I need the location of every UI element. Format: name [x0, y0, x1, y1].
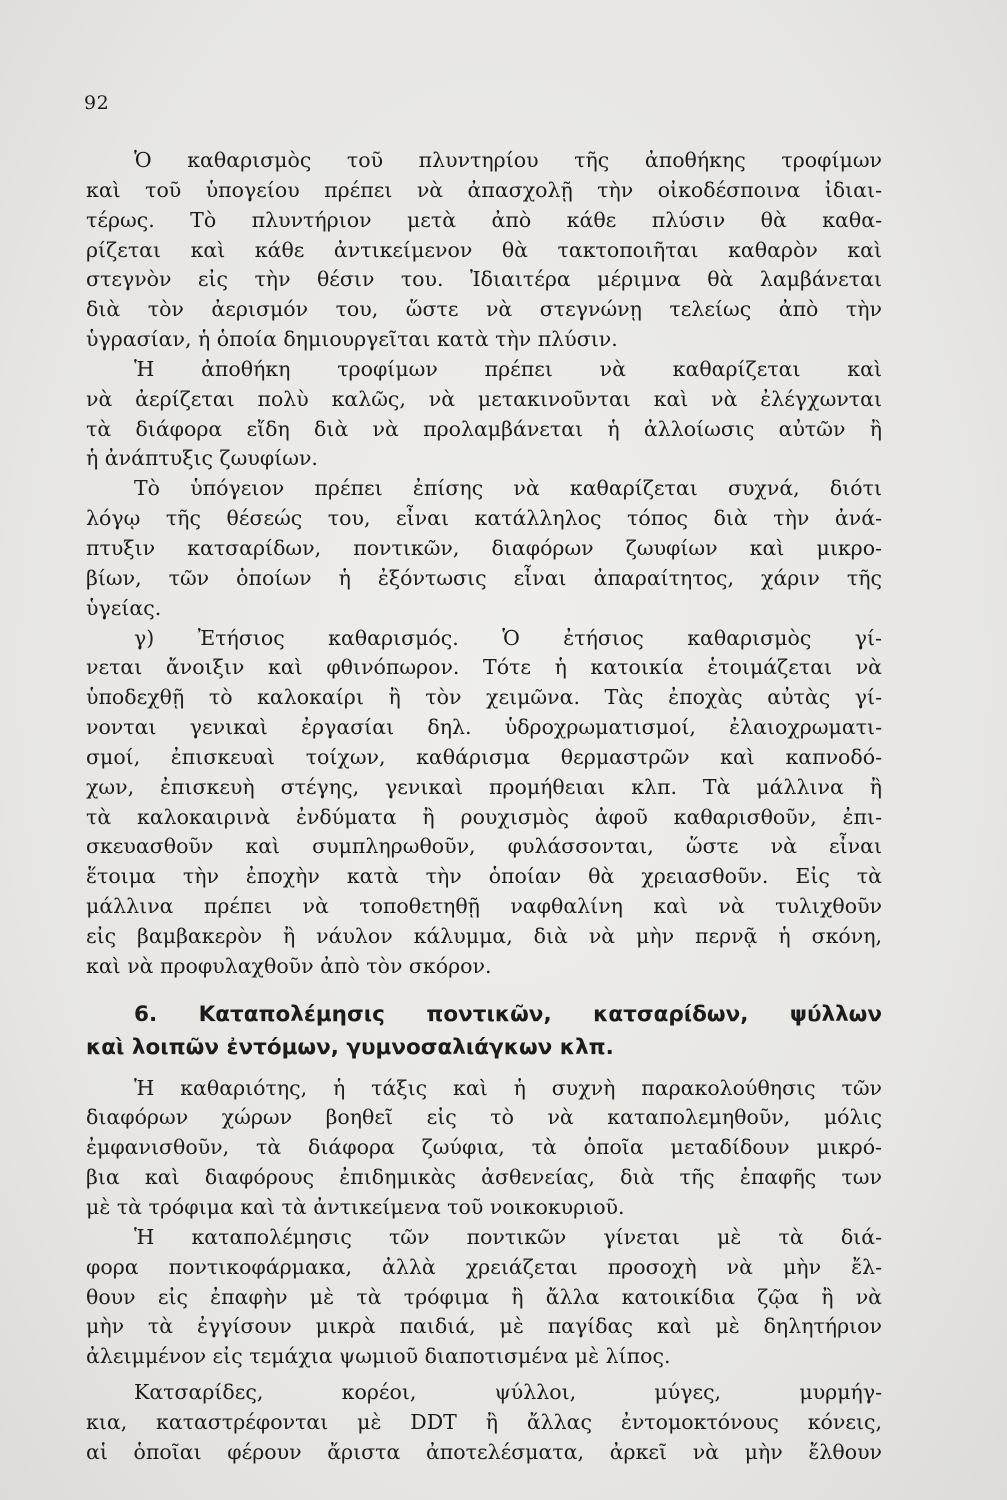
- section-heading: 6. Καταπολέμησις ποντικῶν, κατσαρίδων, ψύλλων: [134, 1001, 882, 1027]
- text-line: πτυξιν κατσαρίδων, ποντικῶν, διαφόρων ζωυφίων καὶ μικρο-: [86, 535, 882, 560]
- text-line: Ἡ καθαριότης, ἡ τάξις καὶ ἡ συχνὴ παρακολούθησις τῶν: [134, 1075, 882, 1100]
- text-line: ἀλειμμένον εἰς τεμάχια ψωμιοῦ διαποτισμένα μὲ λίπος.: [86, 1344, 671, 1369]
- text-line: Τὸ ὑπόγειον πρέπει ἐπίσης νὰ καθαρίζεται συχνά, διότι: [134, 476, 882, 501]
- text-line: τέρως. Τὸ πλυντήριον μετὰ ἀπὸ κάθε πλύσιν θὰ καθα-: [86, 207, 882, 232]
- text-line: θουν εἰς ἐπαφὴν μὲ τὰ τρόφιμα ἢ ἄλλα κατοικίδια ζῷα ἢ νὰ: [86, 1284, 882, 1309]
- text-line: διὰ τὸν ἀερισμόν του, ὥστε νὰ στεγνώνῃ τελείως ἀπὸ τὴν: [86, 297, 882, 322]
- spacer: [86, 982, 882, 998]
- text-line: ὑγρασίαν, ἡ ὁποία δημιουργεῖται κατὰ τὴν πλύσιν.: [86, 327, 618, 352]
- text-line: ὑγείας.: [86, 595, 162, 620]
- text-line: Κατσαρίδες, κορέοι, ψύλλοι, μύγες, μυρμήγ-: [134, 1380, 882, 1405]
- text-line: ὑποδεχθῇ τὸ καλοκαίρι ἢ τὸν χειμῶνα. Τὰς ἐποχὰς αὐτὰς γί-: [86, 685, 882, 710]
- text-line: γ) Ἐτήσιος καθαρισμός. Ὁ ἐτήσιος καθαρισμὸς γί-: [134, 625, 882, 650]
- text-line: εἰς βαμβακερὸν ἢ νάυλον κάλυμμα, διὰ νὰ μὴν περνᾷ ἡ σκόνη,: [86, 923, 882, 948]
- text-line: σκευασθοῦν καὶ συμπληρωθοῦν, φυλάσσονται, ὥστε νὰ εἶναι: [86, 834, 882, 859]
- text-line: τὰ διάφορα εἴδη διὰ νὰ προλαμβάνεται ἡ ἀλλοίωσις αὐτῶν ἢ: [86, 416, 882, 441]
- text-line: Ἡ καταπολέμησις τῶν ποντικῶν γίνεται μὲ τὰ διά-: [134, 1224, 882, 1249]
- text-line: χων, ἐπισκευὴ στέγης, γενικαὶ προμήθειαι κλπ. Τὰ μάλλινα ἢ: [86, 774, 882, 799]
- text-line: τὰ καλοκαιρινὰ ἐνδύματα ἢ ρουχισμὸς ἀφοῦ καθαρισθοῦν, ἐπι-: [86, 804, 882, 829]
- text-line: στεγνὸν εἰς τὴν θέσιν του. Ἰδιαιτέρα μέριμνα θὰ λαμβάνεται: [86, 267, 882, 292]
- text-line: φορα ποντικοφάρμακα, ἀλλὰ χρειάζεται προσοχὴ νὰ μὴν ἔλ-: [86, 1254, 882, 1279]
- text-line: ρίζεται καὶ κάθε ἀντικείμενον θὰ τακτοποιῆται καθαρὸν καὶ: [86, 237, 882, 262]
- text-line: αἱ ὁποῖαι φέρουν ἄριστα ἀποτελέσματα, ἀρκεῖ νὰ μὴν ἔλθουν: [86, 1439, 882, 1464]
- text-line: νεται ἄνοιξιν καὶ φθινόπωρον. Τότε ἡ κατοικία ἑτοιμάζεται νὰ: [86, 655, 882, 680]
- text-line: ἐμφανισθοῦν, τὰ διάφορα ζωύφια, τὰ ὁποῖα μεταδίδουν μικρό-: [86, 1135, 882, 1160]
- text-line: Ἡ ἀποθήκη τροφίμων πρέπει νὰ καθαρίζεται καὶ: [134, 356, 882, 381]
- section-heading: καὶ λοιπῶν ἐντόμων, γυμνοσαλιάγκων κλπ.: [86, 1034, 614, 1060]
- text-line: λόγῳ τῆς θέσεώς του, εἶναι κατάλληλος τόπος διὰ τὴν ἀνά-: [86, 506, 882, 531]
- page-number: 92: [84, 92, 110, 114]
- text-line: νὰ ἀερίζεται πολὺ καλῶς, νὰ μετακινοῦνται καὶ νὰ ἐλέγχωνται: [86, 386, 882, 411]
- text-line: ἡ ἀνάπτυξις ζωυφίων.: [86, 446, 318, 471]
- text-line: βια καὶ διαφόρους ἐπιδημικὰς ἀσθενείας, διὰ τῆς ἐπαφῆς των: [86, 1165, 882, 1190]
- spacer: [86, 1064, 882, 1074]
- text-line: μάλλινα πρέπει νὰ τοποθετηθῇ ναφθαλίνη καὶ νὰ τυλιχθοῦν: [86, 894, 882, 919]
- text-line: κια, καταστρέφονται μὲ DDT ἢ ἄλλας ἐντομοκτόνους κόνεις,: [86, 1409, 882, 1434]
- text-line: μὲ τὰ τρόφιμα καὶ τὰ ἀντικείμενα τοῦ νοικοκυριοῦ.: [86, 1195, 625, 1219]
- text-line: νονται γενικαὶ ἐργασίαι δηλ. ὑδροχρωματισμοί, ἐλαιοχρωματι-: [86, 715, 882, 740]
- text-line: βίων, τῶν ὁποίων ἡ ἐξόντωσις εἶναι ἀπαραίτητος, χάριν τῆς: [86, 565, 882, 590]
- text-line: ἕτοιμα τὴν ἐποχὴν κατὰ τὴν ὁποίαν θὰ χρειασθοῦν. Εἰς τὰ: [86, 864, 882, 889]
- body-text: [86, 146, 882, 1468]
- text-line: μὴν τὰ ἐγγίσουν μικρὰ παιδιά, μὲ παγίδας καὶ μὲ δηλητήριον: [86, 1314, 882, 1339]
- text-line: καὶ νὰ προφυλαχθοῦν ἀπὸ τὸν σκόρον.: [86, 953, 492, 978]
- text-line: καὶ τοῦ ὑπογείου πρέπει νὰ ἀπασχολῇ τὴν οἰκοδέσποινα ἰδιαι-: [86, 177, 882, 202]
- text-line: σμοί, ἐπισκευαὶ τοίχων, καθάρισμα θερμαστρῶν καὶ καπνοδό-: [86, 744, 882, 769]
- text-line: Ὁ καθαρισμὸς τοῦ πλυντηρίου τῆς ἀποθήκης τροφίμων: [134, 148, 882, 172]
- text-line: διαφόρων χώρων βοηθεῖ εἰς τὸ νὰ καταπολεμηθοῦν, μόλις: [86, 1105, 882, 1130]
